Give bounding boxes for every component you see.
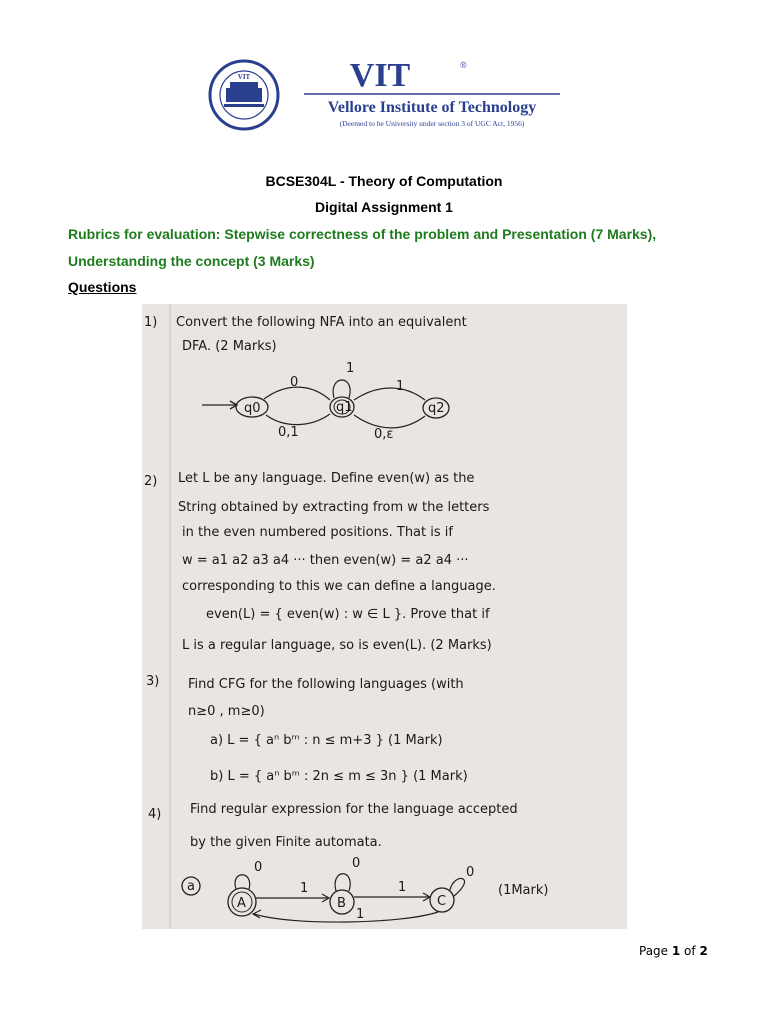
q2-line-1: Let L be any language. Define even(w) as the: [178, 471, 475, 486]
nfa-state-q0-label: q0: [244, 401, 261, 416]
nfa-diagram: [202, 361, 449, 442]
q2-line-7: L is a regular language, so is even(L). (2 Marks): [182, 638, 492, 653]
dfa-state-a-label: A: [237, 896, 246, 911]
nfa-label-q1-q2: 1: [396, 379, 405, 394]
questions-heading: Questions: [68, 279, 137, 295]
nfa-state-q2-label: q2: [428, 401, 445, 416]
dfa-label-b-loop: 0: [352, 856, 361, 871]
course-title: BCSE304L - Theory of Computation: [265, 173, 503, 189]
page-number: [639, 944, 708, 958]
q3-part-a: a) L = { aⁿ bᵐ : n ≤ m+3 } (1 Mark): [210, 733, 443, 748]
q3-part-b: b) L = { aⁿ bᵐ : 2n ≤ m ≤ 3n } (1 Mark): [210, 769, 468, 784]
page-of: of: [680, 944, 700, 958]
q4-number: 4): [148, 807, 162, 822]
dfa-diagram: [182, 856, 548, 922]
nfa-label-q2-q1: 0,ε: [374, 427, 394, 442]
handwritten-questions-image: [142, 304, 627, 929]
q2-line-5: corresponding to this we can define a language.: [182, 579, 496, 594]
institute-name: Vellore Institute of Technology: [327, 99, 537, 116]
q4-line-2: by the given Finite automata.: [190, 835, 382, 850]
q1-line-2: DFA. (2 Marks): [182, 339, 277, 354]
q3-line-1: Find CFG for the following languages (with: [188, 677, 464, 692]
q2-line-2: String obtained by extracting from w the letters: [178, 500, 490, 515]
assignment-title: Digital Assignment 1: [315, 199, 453, 215]
q3-line-2: n≥0 , m≥0): [188, 704, 265, 719]
vit-logo: [208, 58, 566, 132]
institute-tagline: (Deemed to be University under section 3 of UGC Act, 1956): [339, 119, 525, 128]
nfa-label-q1-q0: 0,1: [278, 425, 299, 440]
rubrics-line-1: Rubrics for evaluation: Stepwise correctness of the problem and Presentation (7 Marks),: [68, 226, 657, 242]
dfa-label-c-a: 1: [356, 907, 365, 922]
q4-line-1: Find regular expression for the language accepted: [190, 802, 518, 817]
dfa-label-c-loop: 0: [466, 865, 475, 880]
seal-text: VIT: [237, 73, 251, 81]
q3-number: 3): [146, 674, 160, 689]
page-total: 2: [699, 944, 708, 958]
q4-marks: (1Mark): [498, 883, 549, 898]
q2-line-3: in the even numbered positions. That is if: [182, 525, 453, 540]
q2-line-6: even(L) = { even(w) : w ∈ L }. Prove that if: [206, 607, 490, 622]
dfa-label-a-b: 1: [300, 881, 309, 896]
q4-part-label: a: [187, 879, 195, 894]
dfa-label-b-c: 1: [398, 880, 407, 895]
rubrics-line-2: Understanding the concept (3 Marks): [68, 253, 315, 269]
brand-text: VIT: [349, 58, 411, 94]
q2-line-4: w = a1 a2 a3 a4 ··· then even(w) = a2 a4 ···: [182, 553, 469, 568]
dfa-label-a-loop: 0: [254, 860, 263, 875]
q1-number: 1): [144, 315, 158, 330]
q1-line-1: Convert the following NFA into an equivalent: [176, 315, 467, 330]
nfa-label-loop: 1: [346, 361, 355, 376]
page-prefix: Page: [639, 944, 672, 958]
q2-number: 2): [144, 474, 158, 489]
registered-mark: ®: [460, 60, 467, 70]
dfa-state-c-label: C: [437, 894, 447, 909]
nfa-state-q1-label: q1: [336, 400, 353, 415]
nfa-label-q0-q1: 0: [290, 375, 299, 390]
dfa-state-b-label: B: [337, 896, 346, 911]
page-current: 1: [671, 944, 681, 958]
vit-seal: [210, 61, 278, 129]
